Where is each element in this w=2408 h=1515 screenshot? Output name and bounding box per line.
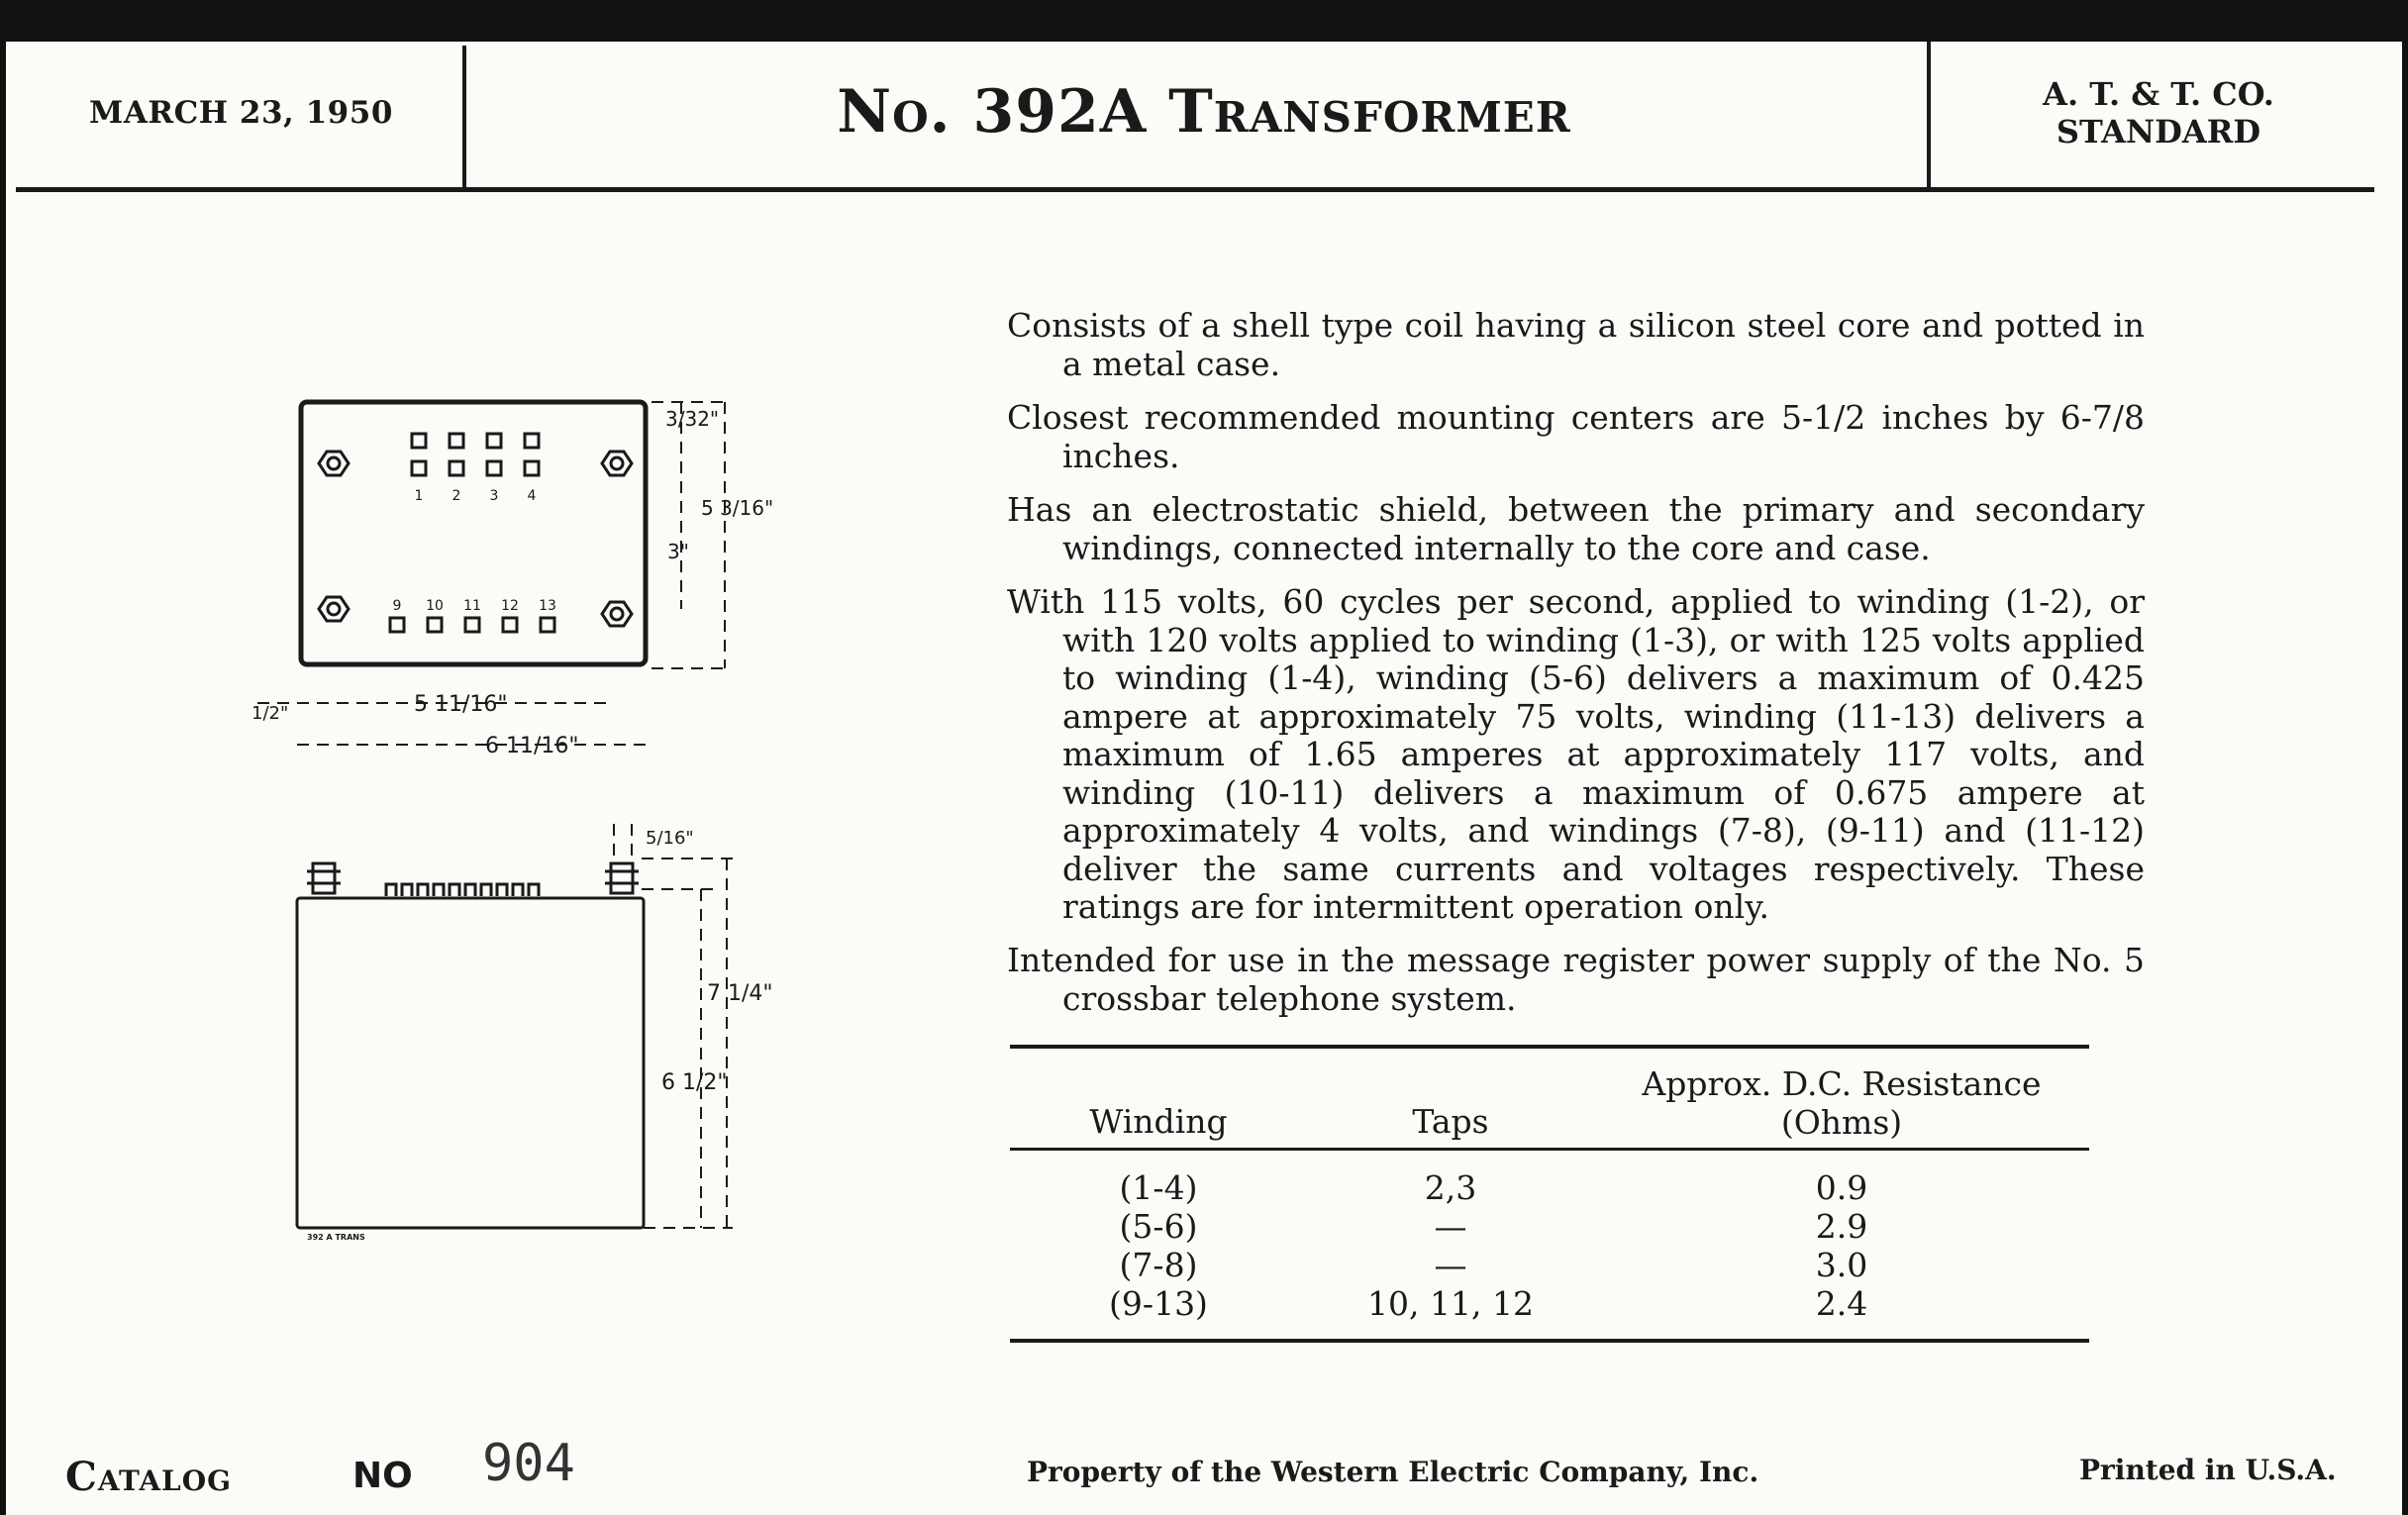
cell-taps: 2,3 — [1424, 1168, 1477, 1207]
mounting-hole-icon — [602, 452, 632, 475]
terminal-label: 10 — [426, 598, 444, 614]
side-terminal-icon — [605, 863, 639, 893]
table-row — [1010, 1207, 2089, 1246]
terminal-label: 3 — [489, 488, 499, 504]
description-paragraph: Consists of a shell type coil having a silicon steel core and potted in a metal case. — [1007, 306, 2145, 383]
terminal-icon — [450, 434, 463, 475]
dim-height: 5 3/16" — [701, 496, 774, 520]
cell-resistance: 2.4 — [1815, 1284, 1868, 1323]
table-header — [1010, 1049, 2089, 1148]
cell-resistance: 0.9 — [1815, 1168, 1868, 1207]
terminal-icon — [525, 434, 539, 475]
col-header-resistance-line2: (Ohms) — [1780, 1103, 1903, 1142]
header-date: MARCH 23, 1950 — [89, 95, 393, 131]
terminal-label: 4 — [527, 488, 537, 504]
col-header-resistance-line1: Approx. D.C. Resistance — [1642, 1064, 2042, 1103]
bottom-terminal-labels — [393, 598, 556, 614]
col-header-winding: Winding — [1089, 1102, 1228, 1141]
header-rule — [16, 187, 2374, 192]
terminal-row-icon — [386, 884, 539, 896]
terminal-icon — [503, 618, 517, 632]
col-header-taps: Taps — [1412, 1102, 1489, 1141]
cell-taps: — — [1434, 1246, 1467, 1284]
cell-winding: (1-4) — [1119, 1168, 1198, 1207]
terminal-icon — [428, 618, 442, 632]
col-header-resistance — [1594, 1064, 2089, 1142]
case-marking: 392 A TRANS — [307, 1233, 365, 1242]
description-paragraph: Intended for use in the message register power supply of the No. 5 crossbar telephone system. — [1007, 941, 2145, 1018]
mounting-hole-icon — [602, 602, 632, 626]
transformer-drawing — [238, 366, 792, 1258]
printed-notice: Printed in U.S.A. — [2079, 1454, 2337, 1486]
dim-overall-height: 7 1/4" — [707, 981, 773, 1006]
catalog-number: 904 — [482, 1434, 575, 1493]
terminal-label: 2 — [452, 488, 461, 504]
table-header-rule — [1010, 1148, 2089, 1151]
side-view-case — [297, 898, 644, 1228]
terminal-label: 9 — [392, 598, 402, 614]
terminal-label: 11 — [463, 598, 481, 614]
page-title: No. 392A Transformer — [837, 77, 1571, 147]
table-row — [1010, 1168, 2089, 1207]
dim-mount-width: 5 11/16" — [414, 692, 508, 717]
description-paragraph: With 115 volts, 60 cycles per second, applied to winding (1-2), or with 120 volts applied to winding (1-3), or with 125 volts applied to winding (1-4), winding (5-6) delivers a maximum of 0.425 ampere at approximately 75 volts, winding (11-13) delivers a maximum of 1.65 amperes at approximately 117 volts, and winding (10-11) delivers a maximum of 0.675 ampere at approximately 4 volts, and windings (7-8), (9-11) and (11-12) deliver the same currents and voltages respectively. These ratings are for intermittent operation only. — [1007, 582, 2145, 926]
standard-mark — [1931, 75, 2386, 151]
cell-taps: — — [1434, 1207, 1467, 1246]
cell-resistance: 3.0 — [1815, 1246, 1868, 1284]
cell-taps: 10, 11, 12 — [1367, 1284, 1534, 1323]
dim-overall-width: 6 11/16" — [485, 734, 579, 758]
side-terminal-icon — [307, 863, 341, 893]
mounting-hole-icon — [319, 452, 349, 475]
dim-edge: 1/2" — [251, 703, 289, 724]
top-view-case — [301, 402, 646, 664]
table-row — [1010, 1284, 2089, 1323]
terminal-icon — [390, 618, 404, 632]
terminal-icon — [465, 618, 479, 632]
cell-winding: (9-13) — [1109, 1284, 1208, 1323]
standard-line-1: A. T. & T. CO. — [2043, 75, 2274, 113]
terminal-label: 12 — [501, 598, 519, 614]
table-row — [1010, 1246, 2089, 1284]
header-divider-right — [1927, 42, 1931, 190]
cell-winding: (7-8) — [1119, 1246, 1198, 1284]
terminal-icon — [487, 434, 501, 475]
dim-top-offset: 3/32" — [665, 407, 720, 431]
mounting-hole-icon — [319, 597, 349, 621]
property-notice: Property of the Western Electric Company, Inc. — [1027, 1456, 1759, 1488]
standard-line-2: STANDARD — [2056, 113, 2261, 151]
description-paragraph: Closest recommended mounting centers are 5-1/2 inches by 6-7/8 inches. — [1007, 398, 2145, 475]
terminal-icon — [412, 434, 426, 475]
catalog-label: Catalog — [65, 1454, 233, 1500]
catalog-no-label: NO — [352, 1456, 413, 1496]
header-divider-left — [462, 46, 466, 190]
terminal-label: 13 — [539, 598, 556, 614]
dim-case-height: 6 1/2" — [661, 1070, 728, 1095]
resistance-table — [1010, 1045, 2089, 1343]
cell-winding: (5-6) — [1119, 1207, 1198, 1246]
dim-side-offset: 5/16" — [646, 828, 694, 849]
terminal-label: 1 — [414, 488, 424, 504]
top-terminal-labels — [415, 488, 537, 504]
description-paragraph: Has an electrostatic shield, between the primary and secondary windings, connected internally to the core and case. — [1007, 490, 2145, 567]
table-bottom-rule — [1010, 1339, 2089, 1343]
dim-inner: 3" — [667, 540, 689, 563]
cell-resistance: 2.9 — [1815, 1207, 1868, 1246]
terminal-icon — [541, 618, 554, 632]
